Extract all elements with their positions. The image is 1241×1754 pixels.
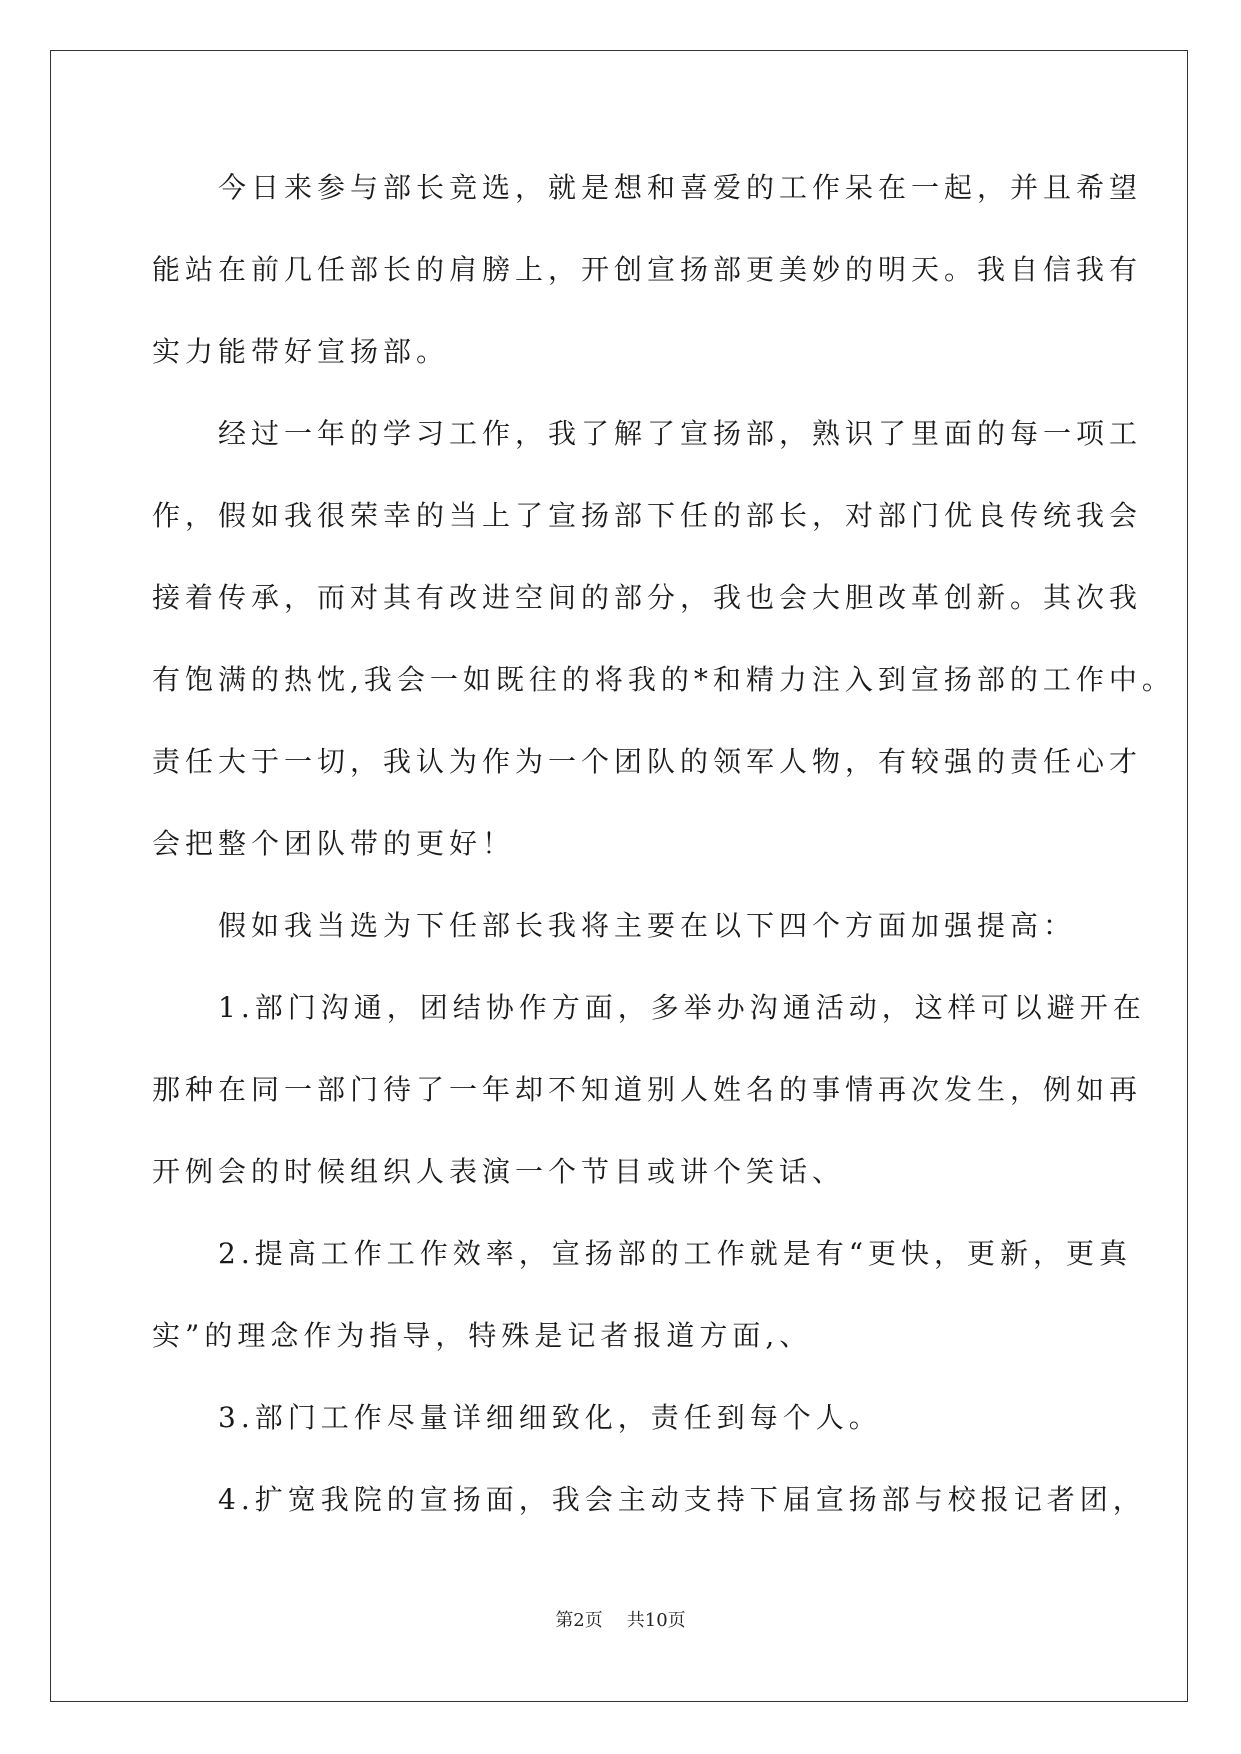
text-line: 4.扩宽我院的宣扬面，我会主动支持下届宣扬部与校报记者团，	[152, 1483, 1146, 1516]
page-total: 共10页	[626, 1610, 686, 1631]
text-line: 开例会的时候组织人表演一个节目或讲个笑话、	[152, 1155, 846, 1188]
document-body	[152, 160, 1175, 1554]
text-line: 作，假如我很荣幸的当上了宣扬部下任的部长，对部门优良传统我会	[152, 499, 1143, 532]
text-line: 假如我当选为下任部长我将主要在以下四个方面加强提高：	[152, 909, 1077, 942]
text-line: 接着传承，而对其有改进空间的部分，我也会大胆改革创新。其次我	[152, 581, 1143, 614]
text-line: 会把整个团队带的更好！	[152, 827, 516, 860]
page-footer	[0, 1606, 1241, 1632]
text-line: 今日来参与部长竞选，就是想和喜爱的工作呆在一起，并且希望	[152, 171, 1143, 204]
text-line: 能站在前几任部长的肩膀上，开创宣扬部更美妙的明天。我自信我有	[152, 253, 1143, 286]
text-line: 1.部门沟通，团结协作方面，多举办沟通活动，这样可以避开在	[152, 991, 1146, 1024]
text-line: 有饱满的热忱,我会一如既往的将我的*和精力注入到宣扬部的工作中。	[152, 663, 1175, 696]
text-line: 实力能带好宣扬部。	[152, 335, 450, 368]
text-line: 经过一年的学习工作，我了解了宣扬部，熟识了里面的每一项工	[152, 417, 1143, 450]
text-line: 2.提高工作工作效率，宣扬部的工作就是有“更快，更新，更真	[152, 1237, 1133, 1270]
text-line: 3.部门工作尽量详细细致化，责任到每个人。	[152, 1401, 882, 1434]
page-number: 第2页	[555, 1610, 603, 1631]
text-line: 实”的理念作为指导，特殊是记者报道方面,、	[152, 1319, 813, 1352]
text-line: 那种在同一部门待了一年却不知道别人姓名的事情再次发生，例如再	[152, 1073, 1143, 1106]
text-line: 责任大于一切，我认为作为一个团队的领军人物，有较强的责任心才	[152, 745, 1143, 778]
